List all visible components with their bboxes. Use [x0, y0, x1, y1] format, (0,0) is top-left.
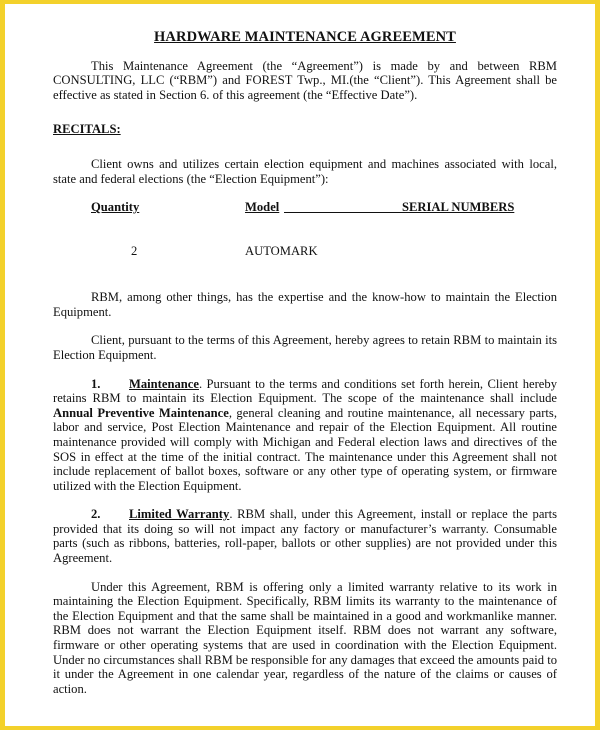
- document-page: [5, 4, 595, 726]
- recitals-heading-line: [53, 122, 557, 137]
- model-column-header: Model: [245, 200, 280, 215]
- document-body: [53, 30, 557, 696]
- recital-retain-paragraph: Client, pursuant to the terms of this Agreement, hereby agrees to retain RBM to maintain its Election Equipment.: [53, 333, 557, 362]
- quantity-column-header: Quantity: [91, 200, 140, 215]
- intro-paragraph: This Maintenance Agreement (the “Agreement”) is made by and between RBM CONSULTING, LLC (“RBM”) and FOREST Twp., MI.(the “Client”). This Agreement shall be effective as stated in Section 6. of this agreement (the “Effective Date”).: [53, 58, 557, 102]
- recitals-heading: RECITALS:: [53, 122, 121, 137]
- section-text: . RBM shall, under this Agreement, install or replace the parts provided that its doing so will not impact any factory or manufacturer’s warranty. Consumable parts (such as ribbons, batteries, roll-paper, ballots or other supplies) are not provided under this Agreement.: [53, 507, 558, 566]
- section-bold-term: Annual Preventive Maintenance: [53, 405, 229, 420]
- model-header-underline: [284, 212, 402, 213]
- section-maintenance: [53, 377, 557, 494]
- section-number: 1.: [91, 376, 101, 391]
- warranty-limitation-paragraph: Under this Agreement, RBM is offering only a limited warranty relative to its work in maintaining the Election Equipment. Specifically, RBM limits its warranty to the maintenance of the Election Equipment and that the same shall be maintained in a good and workmanlike manner. RBM does not warrant the Election Equipment itself. RBM does not warrant any software, firmware or other operating systems that are used in coordination with the Election Equipment. Under no circumstances shall RBM be responsible for any damages that exceed the amounts paid to it under the Agreement in one calendar year, regardless of the nature of the claims or causes of action.: [53, 579, 557, 696]
- section-title: Limited Warranty: [129, 507, 230, 522]
- table-cell-quantity: 2: [131, 244, 138, 259]
- table-cell-model: AUTOMARK: [245, 244, 318, 259]
- section-text: . Pursuant to the terms and conditions set forth herein, Client hereby retains RBM to maintain its Election Equipment. The scope of the maintenance shall include: [53, 376, 557, 406]
- recital-equipment-paragraph: Client owns and utilizes certain election equipment and machines associated with local, state and federal elections (the “Election Equipment”):: [53, 156, 557, 186]
- section-text: , general cleaning and routine maintenance, all necessary parts, labor and service, Post Election Maintenance and repair of the Election Equipment. All routine maintenance provided will comply with Michigan and Federal election laws and directives of the SOS in effect at the time of the initial contract. The maintenance under this Agreement shall not include replacement of ballot boxes, software or any other type of operating system, or firmware utilized with the Election Equipment.: [53, 405, 557, 493]
- section-title: Maintenance: [129, 376, 199, 391]
- section-number: 2.: [91, 507, 101, 522]
- recital-expertise-paragraph: RBM, among other things, has the expertise and the know-how to maintain the Election Equipment.: [53, 290, 557, 319]
- equipment-table: [53, 200, 557, 276]
- section-limited-warranty: [53, 507, 557, 565]
- document-title: HARDWARE MAINTENANCE AGREEMENT: [154, 29, 456, 45]
- serial-numbers-column-header: SERIAL NUMBERS: [402, 200, 515, 215]
